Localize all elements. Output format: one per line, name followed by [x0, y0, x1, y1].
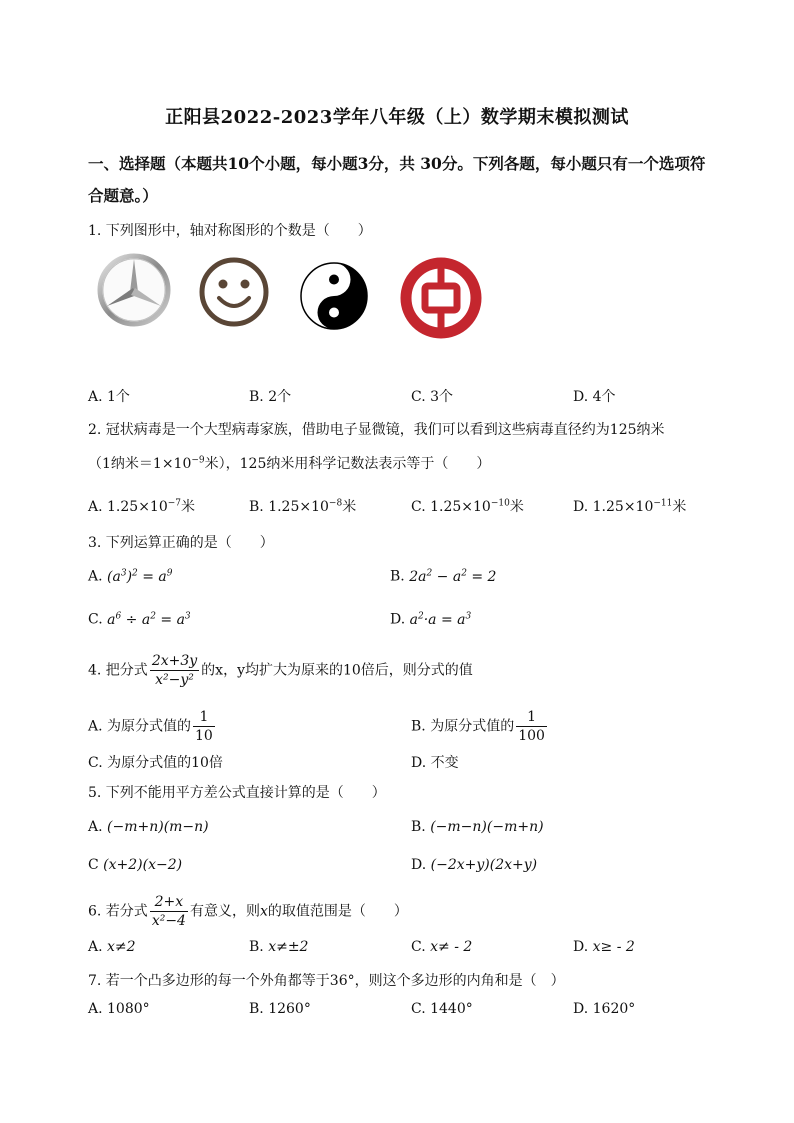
q4-denominator: x²−y²: [155, 672, 194, 688]
question-2-line-2: [88, 453, 490, 473]
option-exponent: −10: [490, 498, 510, 509]
fraction-denominator: 100: [518, 728, 545, 744]
option-unit: 米: [342, 499, 357, 515]
q6-stem-mid: 有意义，则: [189, 903, 260, 920]
fraction-denominator: 10: [195, 728, 213, 744]
option-exponent: −11: [653, 498, 673, 509]
q3-option-a-expr: $(a^3)^2 = a^9$: [107, 568, 173, 585]
option-exponent: −7: [167, 498, 182, 509]
option-label: B.: [411, 819, 426, 835]
q1-option-c: C. 3个: [411, 389, 454, 405]
option-label: C.: [411, 499, 426, 515]
option-label: B.: [390, 568, 405, 585]
q6-option-a: [88, 939, 136, 955]
option-expr: x≠±2: [268, 939, 309, 955]
question-1-figures: [96, 252, 496, 344]
q2-option-c: [411, 496, 524, 516]
q3-option-d: [390, 611, 471, 628]
option-text: A. 为原分式值的: [88, 718, 192, 735]
option-label: D.: [390, 611, 406, 628]
option-mantissa: 1.25×10: [592, 499, 654, 515]
q4-option-b-fraction: [516, 708, 547, 745]
q7-option-a: A. 1080°: [88, 1001, 150, 1017]
option-label: D.: [411, 857, 427, 873]
q3-option-b: [390, 568, 496, 585]
q5-option-c: [88, 857, 182, 873]
q6-stem-prefix: 6. 若分式: [88, 903, 148, 920]
question-2-line-1: 2. 冠状病毒是一个大型病毒家族，借助电子显微镜，我们可以看到这些病毒直径约为125纳米: [88, 422, 665, 438]
q5-option-b: [411, 819, 544, 835]
q6-fraction: [150, 893, 188, 930]
q1-option-d: D. 4个: [573, 389, 616, 405]
q6-denominator: x²−4: [151, 913, 186, 929]
q3-option-c: [88, 611, 191, 628]
option-label: A.: [88, 568, 103, 585]
question-6-stem: [88, 893, 408, 930]
fraction-numerator: 1: [516, 708, 547, 727]
q1-option-b: B. 2个: [249, 389, 292, 405]
option-label: A.: [88, 939, 103, 955]
yin-yang-icon: [301, 263, 367, 329]
option-label: D.: [573, 499, 589, 515]
option-expr: x≥ - 2: [592, 939, 635, 955]
option-label: C.: [88, 611, 103, 628]
q2-option-d: [573, 496, 686, 516]
question-1-stem: 1. 下列图形中，轴对称图形的个数是（ ）: [88, 223, 372, 239]
q6-stem-suffix: 的取值范围是（ ）: [267, 903, 408, 920]
option-label: C.: [411, 939, 426, 955]
option-unit: 米: [672, 499, 687, 515]
option-label: A.: [88, 819, 103, 835]
q4-option-a: [88, 708, 217, 745]
q5-option-a: [88, 819, 209, 835]
option-expr: (−m+n)(m−n): [107, 819, 209, 835]
option-label: B.: [249, 939, 264, 955]
q4-option-c: C. 为原分式值的10倍: [88, 755, 223, 771]
option-mantissa: 1.25×10: [430, 499, 491, 515]
option-expr: x≠ - 2: [430, 939, 473, 955]
q2-line2-prefix: （1纳米＝1×10: [88, 456, 192, 472]
option-expr: (−m−n)(−m+n): [430, 819, 544, 835]
fraction-numerator: 1: [193, 708, 215, 727]
bank-of-china-logo-icon: [406, 263, 476, 333]
q2-option-b: [249, 496, 356, 516]
q4-stem-suffix: 的x，y均扩大为原来的10倍后，则分式的值: [201, 662, 473, 679]
q4-fraction: [150, 652, 199, 689]
q2-exponent: −9: [191, 455, 205, 466]
question-4-stem: [88, 652, 473, 689]
question-3-stem: 3. 下列运算正确的是（ ）: [88, 535, 274, 551]
question-5-stem: 5. 下列不能用平方差公式直接计算的是（ ）: [88, 785, 386, 801]
option-mantissa: 1.25×10: [268, 499, 329, 515]
q3-option-b-expr: $2a^2 - a^2 = 2$: [409, 568, 497, 585]
q2-option-a: [88, 496, 195, 516]
q6-variable: x: [259, 903, 268, 920]
option-exponent: −8: [328, 498, 343, 509]
q6-numerator: 2+x: [150, 893, 188, 912]
q7-option-b: B. 1260°: [249, 1001, 311, 1017]
q7-option-d: D. 1620°: [573, 1001, 636, 1017]
option-expr: x≠2: [107, 939, 136, 955]
q6-option-c: [411, 939, 472, 955]
option-expr: (x+2)(x−2): [103, 857, 183, 873]
option-mantissa: 1.25×10: [107, 499, 168, 515]
option-unit: 米: [181, 499, 196, 515]
option-text: B. 为原分式值的: [411, 718, 515, 735]
q6-option-d: [573, 939, 635, 955]
option-label: A.: [88, 499, 103, 515]
q1-option-a: A. 1个: [88, 389, 130, 405]
figures-svg: [96, 252, 496, 344]
q2-line2-suffix: 米），125纳米用科学记数法表示等于（ ）: [204, 456, 491, 472]
question-7-stem: 7. 若一个凸多边形的每一个外角都等于36°，则这个多边形的内角和是（ ）: [88, 973, 565, 989]
q7-option-c: C. 1440°: [411, 1001, 473, 1017]
option-label: C: [88, 857, 99, 873]
q3-option-a: [88, 568, 172, 585]
section-heading: 一、选择题（本题共10个小题，每小题3分，共 30分。下列各题，每小题只有一个选项符合题意。）: [88, 154, 706, 205]
option-expr: (−2x+y)(2x+y): [430, 857, 538, 873]
option-label: D.: [573, 939, 589, 955]
q4-option-d: D. 不变: [411, 755, 459, 771]
q4-numerator: 2x+3y: [151, 653, 198, 669]
q4-option-a-fraction: [193, 708, 215, 745]
smiley-face-icon: [202, 260, 266, 324]
q6-option-b: [249, 939, 308, 955]
q4-option-b: [411, 708, 549, 745]
q5-option-d: [411, 857, 537, 873]
q3-option-c-expr: $a^6 \div a^2 = a^3$: [107, 611, 191, 628]
q3-option-d-expr: $a^2\cdot a = a^3$: [409, 611, 472, 628]
mercedes-logo-icon: [100, 256, 168, 324]
option-unit: 米: [509, 499, 524, 515]
page-title: 正阳县2022-2023学年八年级（上）数学期末模拟测试: [165, 107, 629, 128]
q4-stem-prefix: 4. 把分式: [88, 662, 148, 679]
option-label: B.: [249, 499, 264, 515]
